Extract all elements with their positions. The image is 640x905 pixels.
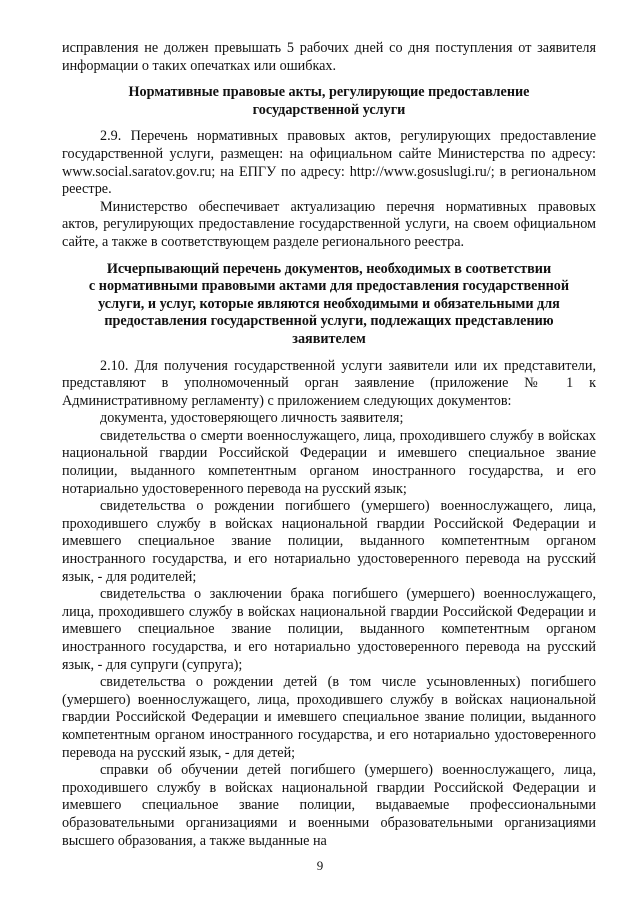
list-item: свидетельства о рождении погибшего (умершего) военнослужащего, лица, проходившего службу в войсках национальной гвардии Российской Федерации и имевшего специальное звание полиции, выданного компетентным органом иностранного государства, и его нотариально удостоверенного перевода на русский язык, - для родителей; xyxy=(62,498,596,585)
page-number: 9 xyxy=(316,858,324,873)
list-item: свидетельства о рождении детей (в том числе усыновленных) погибшего (умершего) военнослужащего, лица, проходившего службу в войсках национальной гвардии Российской Федерации и имевшего специальное звание полиции, выданного компетентным органом иностранного государства, и его нотариально удостоверенного перевода на русский язык, - для детей; xyxy=(62,674,596,761)
heading-line: Исчерпывающий перечень документов, необходимых в соответствии xyxy=(106,260,552,277)
list-item: документа, удостоверяющего личность заявителя; xyxy=(100,410,404,427)
paragraph-2-9: 2.9. Перечень нормативных правовых актов, регулирующих предоставление государственной услуги, размещен: на официальном сайте Министерства по адресу: www.social.saratov.gov.ru; на ЕПГУ по адресу: http://www.gosuslugi.ru/; в региональном реестре. xyxy=(62,128,596,198)
heading-line: с нормативными правовыми актами для предоставления государственной xyxy=(88,278,570,295)
paragraph-2-10: 2.10. Для получения государственной услуги заявители или их представители, представляют в уполномоченный орган заявление (приложение № 1 к Административному регламенту) с приложением следующих документов: xyxy=(62,357,596,409)
list-item: справки об обучении детей погибшего (умершего) военнослужащего, лица, проходившего службу в войсках национальной гвардии Российской Федерации и имевшего специальное звание полиции, выдаваемые профессиональными образовательными организациями и военными образовательными организациями высшего образования, а также выданные на xyxy=(62,762,596,849)
heading-normative-acts xyxy=(62,84,596,119)
paragraph-ministry: Министерство обеспечивает актуализацию перечня нормативных правовых актов, регулирующих предоставление государственной услуги, на своем официальном сайте, а также в соответствующем разделе регионального реестра. xyxy=(62,198,596,250)
heading-line: предоставления государственной услуги, подлежащих представлению xyxy=(104,313,554,330)
heading-line: Нормативные правовые акты, регулирующие предоставление xyxy=(128,84,530,101)
heading-line: услуги, и услуг, которые являются необходимыми и обязательными для xyxy=(98,295,560,312)
heading-documents-list xyxy=(62,261,596,349)
list-item: свидетельства о смерти военнослужащего, лица, проходившего службу в войсках национальной гвардии Российской Федерации и имевшего специальное звание полиции, выданного компетентным органом иностранного государства, и его нотариально удостоверенного перевода на русский язык; xyxy=(62,427,596,497)
list-item: свидетельства о заключении брака погибшего (умершего) военнослужащего, лица, проходившего службу в войсках национальной гвардии Российской Федерации и имевшего специальное звание полиции, выданного компетентным органом иностранного государства, и его нотариально удостоверенного перевода на русский язык, - для супруги (супруга); xyxy=(62,586,596,673)
page-content xyxy=(62,40,596,850)
heading-line: государственной услуги xyxy=(252,101,406,118)
intro-paragraph: исправления не должен превышать 5 рабочих дней со дня поступления от заявителя информации о таких опечатках или ошибках. xyxy=(62,40,596,74)
heading-line: заявителем xyxy=(292,330,366,347)
